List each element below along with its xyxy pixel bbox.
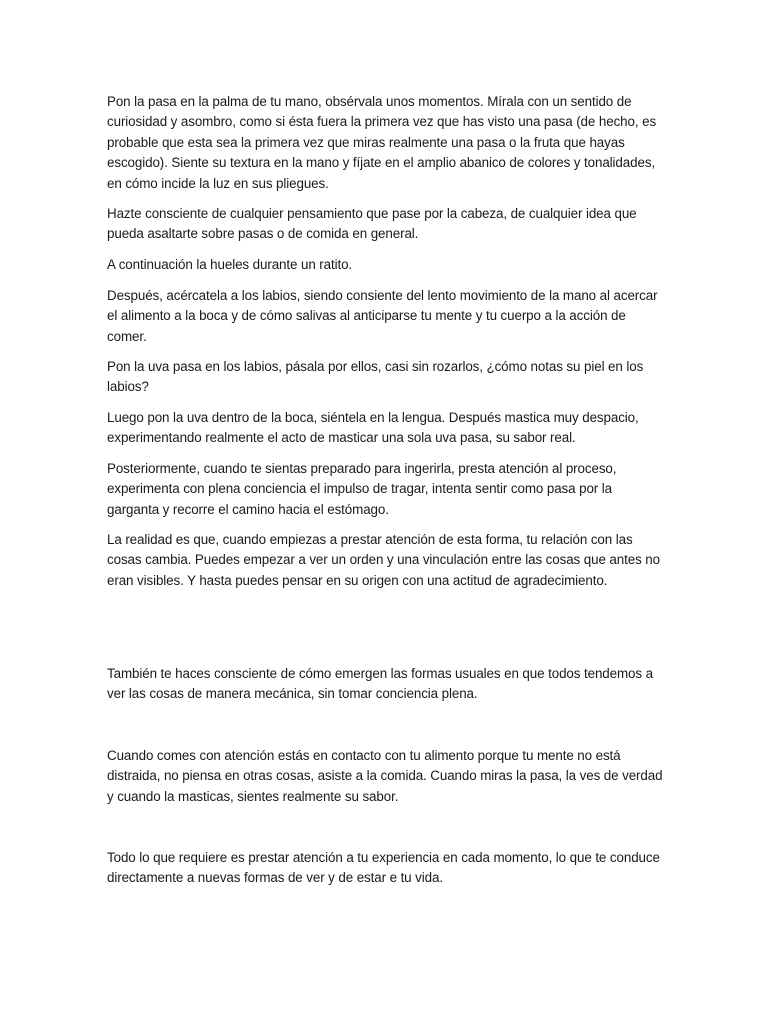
- paragraph-chew: Luego pon la uva dentro de la boca, siéntela en la lengua. Después mastica muy despacio, experimentando realmente el acto de masticar una sola uva pasa, su sabor real.: [107, 410, 639, 446]
- paragraph-attention-eating: Cuando comes con atención estás en contacto con tu alimento porque tu mente no está distraida, no piensa en otras cosas, asiste a la comida. Cuando miras la pasa, la ves de verdad y cuando la masticas, sientes realmente su sabor.: [107, 748, 663, 804]
- paragraph-swallow: Posteriormente, cuando te sientas preparado para ingerirla, presta atención al proceso, experimenta con plena conciencia el impulso de tragar, intenta sentir como pasa por la garganta y recorre el camino hacia el estómago.: [107, 461, 617, 517]
- paragraph-smell: A continuación la hueles durante un ratito.: [107, 257, 353, 272]
- paragraph-thoughts: Hazte consciente de cualquier pensamiento que pase por la cabeza, de cualquier idea que pueda asaltarte sobre pasas o de comida en general.: [107, 206, 637, 242]
- paragraph-conclusion: Todo lo que requiere es prestar atención a tu experiencia en cada momento, lo que te conduce directamente a nuevas formas de ver y de estar e tu vida.: [107, 850, 660, 886]
- paragraph-reality: La realidad es que, cuando empiezas a prestar atención de esta forma, tu relación con las cosas cambia. Puedes empezar a ver un orden y una vinculación entre las cosas que antes no eran visibles. Y hasta puedes pensar en su origen con una actitud de agradecimiento.: [107, 532, 660, 588]
- paragraph-lips-touch: Pon la uva pasa en los labios, pásala por ellos, casi sin rozarlos, ¿cómo notas su piel en los labios?: [107, 359, 644, 395]
- paragraph-lips-approach: Después, acércatela a los labios, siendo consiente del lento movimiento de la mano al acercar el alimento a la boca y de cómo salivas al anticiparse tu mente y tu cuerpo a la acción de comer.: [107, 288, 658, 344]
- paragraph-mechanical: También te haces consciente de cómo emergen las formas usuales en que todos tendemos a ver las cosas de manera mecánica, sin tomar conciencia plena.: [107, 666, 653, 702]
- paragraph-observe-raisin: Pon la pasa en la palma de tu mano, obsérvala unos momentos. Mírala con un sentido de curiosidad y asombro, como si ésta fuera la primera vez que has visto una pasa (de hecho, es probable que esta sea la primera vez que miras realmente una pasa o la fruta que hayas escogido). Siente su textura en la mano y fíjate en el amplio abanico de colores y tonalidades, en cómo incide la luz en sus pliegues.: [107, 94, 657, 191]
